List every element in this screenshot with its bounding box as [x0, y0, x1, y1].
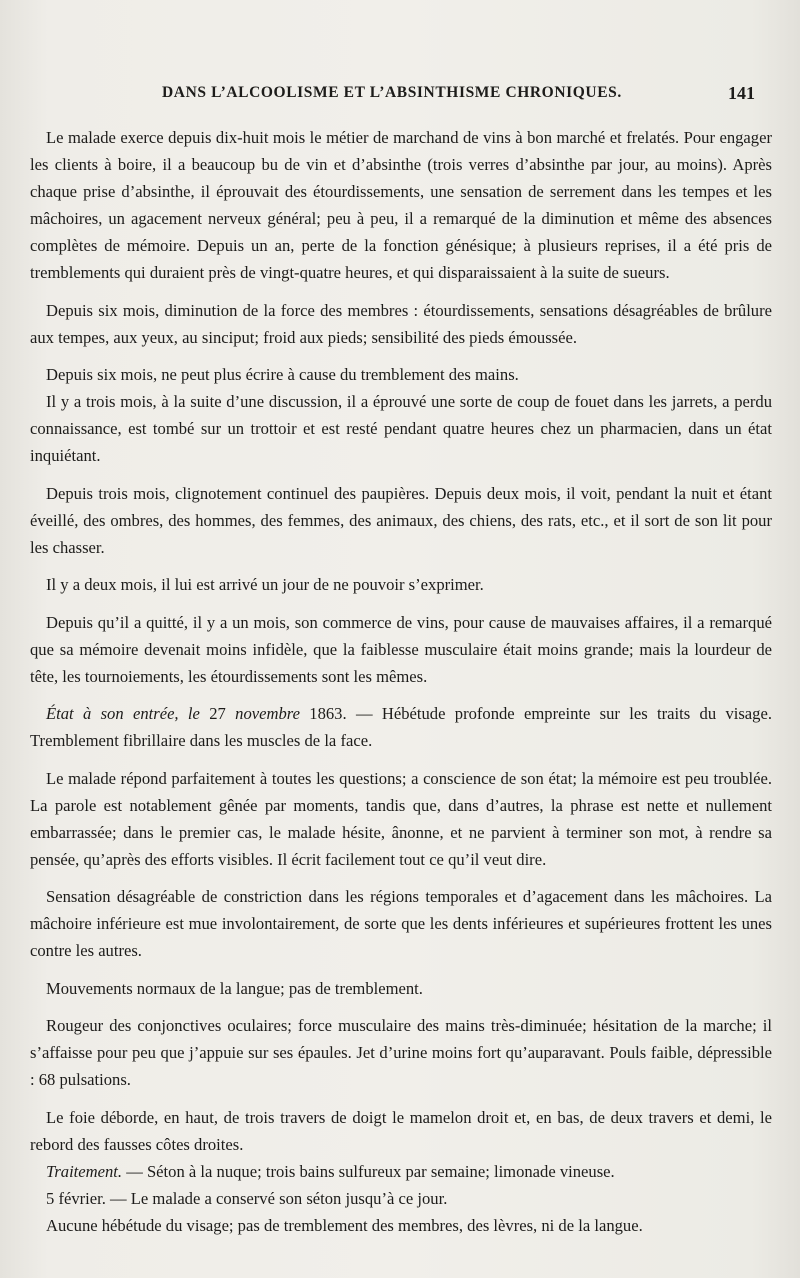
- entry-date-num: 27: [209, 704, 226, 723]
- paragraph: Il y a trois mois, à la suite d’une discussion, il a éprouvé une sorte de coup de fouet dans les jarrets, a perdu connaissance, est tombé sur un trottoir et est resté pendant quatre heures chez un pharmacien, dans un état inquiétant.: [30, 392, 772, 465]
- paragraph: Depuis six mois, ne peut plus écrire à cause du tremblement des mains.: [46, 365, 519, 384]
- treatment-paragraph: [30, 1158, 772, 1185]
- paragraph: Depuis qu’il a quitté, il y a un mois, son commerce de vins, pour cause de mauvaises affaires, il a remarqué que sa mémoire devenait moins infidèle, que la faiblesse musculaire était moins grande; mais la lourdeur de tête, les tournoiements, les étourdissements sont les mêmes.: [30, 612, 772, 686]
- body-text: [30, 124, 772, 1239]
- closing-line: Aucune hébétude du visage; pas de tremblement des membres, des lèvres, ni de la langue.: [46, 1215, 643, 1235]
- paragraph: Rougeur des conjonctives oculaires; force musculaire des mains très-diminuée; hésitation de la marche; il s’affaisse pour peu que j’appuie sur ses épaules. Jet d’urine moins fort qu’auparavant. Pouls faible, dépressible : 68 pulsations.: [30, 1016, 772, 1089]
- entry-label-a: État à son entrée, le: [46, 704, 200, 723]
- closing-line: 5 février. — Le malade a conservé son séton jusqu’à ce jour.: [46, 1188, 448, 1208]
- entry-paragraph: [30, 700, 772, 754]
- paragraph: Depuis trois mois, clignotement continuel des paupières. Depuis deux mois, il voit, pendant la nuit et étant éveillé, des ombres, des hommes, des femmes, des animaux, des chiens, des rats, etc., et il sort de son lit pour les chasser.: [30, 483, 772, 557]
- treatment-text: — Séton à la nuque; trois bains sulfureux par semaine; limonade vineuse.: [122, 1161, 615, 1181]
- entry-label-b: novembre: [235, 704, 300, 723]
- paragraph: Mouvements normaux de la langue; pas de tremblement.: [46, 978, 423, 998]
- entry-year: 1863.: [309, 704, 347, 723]
- page-number: 141: [728, 83, 755, 103]
- paragraph: Depuis six mois, diminution de la force des membres : étourdissements, sensations désagréables de brûlure aux tempes, aux yeux, au sinciput; froid aux pieds; sensibilité des pieds émoussée.: [30, 300, 772, 347]
- paragraph: Le malade répond parfaitement à toutes les questions; a conscience de son état; la mémoire est peu troublée. La parole est notablement gênée par moments, tandis que, dans d’autres, la phrase est nette et nullement embarrassée; dans le premier cas, le malade hésite, ânonne, et ne parvient à terminer son mot, à rendre sa pensée, qu’après des efforts visibles. Il écrit facilement tout ce qu’il veut dire.: [30, 768, 772, 869]
- paragraph: Le malade exerce depuis dix-huit mois le métier de marchand de vins à bon marché et frelatés. Pour engager les clients à boire, il a beaucoup bu de vin et d’absinthe (trois verres d’absinthe par jour, au moins). Après chaque prise d’absinthe, il éprouvait des étourdissements, une sensation de serrement dans les tempes et les mâchoires, un agacement nerveux général; peu à peu, il a remarqué de la diminution et même des absences complètes de mémoire. Depuis un an, perte de la fonction génésique; à plusieurs reprises, il a été pris de tremblements qui duraient près de vingt-quatre heures, et qui disparaissaient à la suite de sueurs.: [30, 128, 772, 282]
- paragraph: Sensation désagréable de constriction dans les régions temporales et d’agacement dans les mâchoires. La mâchoire inférieure est mue involontairement, de sorte que les dents inférieures et supérieures frottent les unes contre les autres.: [30, 887, 772, 960]
- running-head: [0, 84, 800, 108]
- paragraph: Le foie déborde, en haut, de trois travers de doigt le mamelon droit et, en bas, de deux travers et demi, le rebord des fausses côtes droites.: [30, 1107, 772, 1154]
- running-head-title: DANS L’ALCOOLISME ET L’ABSINTHISME CHRONIQUES.: [162, 84, 622, 101]
- paragraph: Il y a deux mois, il lui est arrivé un jour de ne pouvoir s’exprimer.: [46, 575, 484, 594]
- entry-text: — Hébétude profonde empreinte sur les traits du visage. Tremblement fibrillaire dans les muscles de la face.: [30, 704, 772, 750]
- treatment-label: Traitement.: [46, 1161, 123, 1181]
